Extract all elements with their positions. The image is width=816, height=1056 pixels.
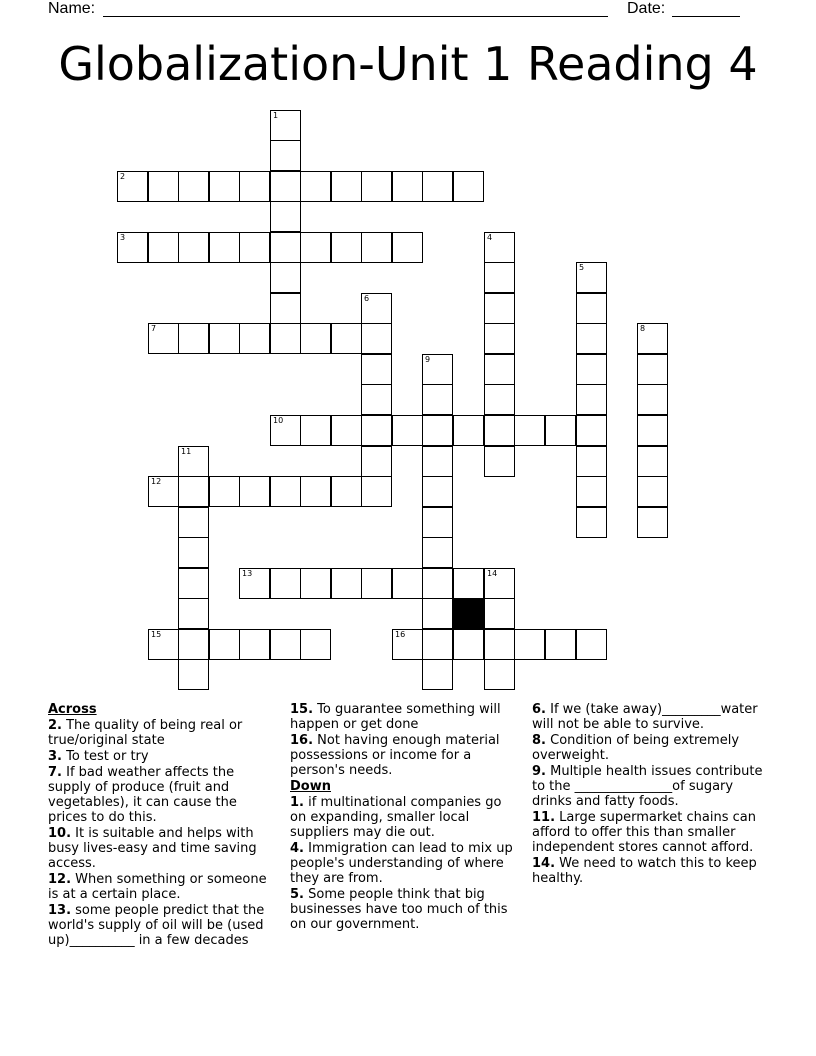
grid-cell[interactable] — [514, 415, 545, 446]
grid-cell[interactable] — [637, 476, 668, 507]
clue-down-5: 5. Some people think that big businesses have too much of this on our government. — [290, 887, 508, 932]
grid-cell[interactable] — [270, 293, 301, 324]
grid-cell[interactable] — [178, 568, 209, 599]
grid-cell[interactable] — [576, 323, 607, 354]
grid-cell[interactable] — [270, 568, 301, 599]
grid-cell[interactable] — [422, 507, 453, 538]
clue-number: 11 — [181, 447, 192, 456]
grid-cell[interactable] — [178, 598, 209, 629]
grid-cell[interactable] — [331, 323, 362, 354]
grid-cell[interactable] — [300, 415, 331, 446]
clue-number: 13 — [242, 569, 253, 578]
clue-across-2: 2. The quality of being real or true/original state — [48, 718, 243, 748]
clue-number: 2 — [120, 172, 126, 181]
grid-cell[interactable] — [331, 568, 362, 599]
grid-cell[interactable] — [422, 354, 453, 385]
grid-cell[interactable] — [239, 629, 270, 660]
grid-cell[interactable] — [392, 232, 423, 263]
grid-cell[interactable] — [576, 262, 607, 293]
clue-down-11: 11. Large supermarket chains can afford to offer this than smaller independent stores cannot afford. — [532, 810, 756, 855]
grid-cell[interactable] — [270, 140, 301, 171]
grid-cell[interactable] — [422, 568, 453, 599]
grid-cell[interactable] — [361, 171, 392, 202]
grid-cell[interactable] — [576, 354, 607, 385]
grid-cell[interactable] — [178, 507, 209, 538]
clue-number: 15 — [151, 630, 162, 639]
grid-cell[interactable] — [484, 354, 515, 385]
grid-cell[interactable] — [239, 323, 270, 354]
clue-across-3: 3. To test or try — [48, 749, 149, 764]
grid-cell[interactable] — [270, 415, 301, 446]
grid-cell[interactable] — [209, 323, 240, 354]
down-clues — [532, 702, 772, 887]
date-label: Date: — [627, 0, 666, 17]
grid-cell[interactable] — [484, 568, 515, 599]
grid-cell[interactable] — [300, 568, 331, 599]
grid-cell[interactable] — [576, 415, 607, 446]
clue-number: 9 — [425, 355, 431, 364]
grid-cell[interactable] — [637, 415, 668, 446]
grid-cell[interactable] — [545, 415, 576, 446]
grid-cell[interactable] — [148, 629, 179, 660]
grid-cell[interactable] — [148, 323, 179, 354]
grid-cell[interactable] — [392, 568, 423, 599]
grid-cell[interactable] — [178, 659, 209, 690]
grid-cell[interactable] — [178, 476, 209, 507]
grid-cell[interactable] — [178, 629, 209, 660]
grid-cell[interactable] — [576, 446, 607, 477]
grid-cell[interactable] — [117, 232, 148, 263]
grid-cell[interactable] — [300, 629, 331, 660]
clue-number: 5 — [579, 263, 585, 272]
grid-cell[interactable] — [361, 293, 392, 324]
grid-cell[interactable] — [331, 415, 362, 446]
grid-cell[interactable] — [148, 232, 179, 263]
page-title: Globalization-Unit 1 Reading 4 — [58, 37, 758, 91]
grid-cell[interactable] — [392, 629, 423, 660]
grid-cell[interactable] — [637, 323, 668, 354]
clue-number: 16 — [395, 630, 406, 639]
grid-cell[interactable] — [484, 629, 515, 660]
grid-cell[interactable] — [239, 232, 270, 263]
grid-cell[interactable] — [361, 384, 392, 415]
grid-cell[interactable] — [361, 232, 392, 263]
grid-cell[interactable] — [300, 476, 331, 507]
clue-across-7: 7. If bad weather affects the supply of produce (fruit and vegetables), it can cause the prices to do this. — [48, 765, 237, 825]
grid-cell[interactable] — [422, 537, 453, 568]
grid-cell[interactable] — [576, 293, 607, 324]
grid-cell[interactable] — [361, 354, 392, 385]
grid-cell[interactable] — [178, 232, 209, 263]
grid-cell[interactable] — [576, 629, 607, 660]
grid-cell[interactable] — [453, 171, 484, 202]
grid-cell[interactable] — [178, 323, 209, 354]
grid-cell[interactable] — [178, 537, 209, 568]
clue-number: 14 — [487, 569, 498, 578]
grid-cell[interactable] — [270, 171, 301, 202]
grid-cell[interactable] — [209, 232, 240, 263]
clue-number: 10 — [273, 416, 284, 425]
grid-cell[interactable] — [239, 476, 270, 507]
down-heading: Down — [290, 779, 331, 794]
grid-cell[interactable] — [361, 446, 392, 477]
grid-cell[interactable] — [270, 629, 301, 660]
grid-cell[interactable] — [392, 415, 423, 446]
across-heading: Across — [48, 702, 97, 717]
grid-cell[interactable] — [484, 323, 515, 354]
grid-cell[interactable] — [422, 598, 453, 629]
grid-cell[interactable] — [484, 293, 515, 324]
grid-cell[interactable] — [422, 476, 453, 507]
grid-cell[interactable] — [637, 354, 668, 385]
grid-cell[interactable] — [209, 171, 240, 202]
grid-cell[interactable] — [453, 629, 484, 660]
grid-cell[interactable] — [576, 384, 607, 415]
grid-cell[interactable] — [270, 201, 301, 232]
grid-cell[interactable] — [270, 323, 301, 354]
clue-number: 8 — [640, 324, 646, 333]
grid-cell[interactable] — [148, 476, 179, 507]
grid-cell[interactable] — [484, 659, 515, 690]
grid-cell[interactable] — [331, 171, 362, 202]
grid-cell[interactable] — [331, 476, 362, 507]
grid-cell[interactable] — [484, 446, 515, 477]
grid-cell[interactable] — [300, 171, 331, 202]
grid-cell[interactable] — [209, 476, 240, 507]
grid-cell[interactable] — [270, 110, 301, 141]
grid-cell[interactable] — [361, 415, 392, 446]
grid-cell[interactable] — [637, 507, 668, 538]
black-cell — [453, 598, 484, 629]
grid-cell[interactable] — [361, 476, 392, 507]
grid-cell[interactable] — [453, 415, 484, 446]
grid-cell[interactable] — [637, 446, 668, 477]
grid-cell[interactable] — [117, 171, 148, 202]
clue-across-16: 16. Not having enough material possessions or income for a person's needs. — [290, 733, 500, 778]
grid-cell[interactable] — [484, 598, 515, 629]
grid-cell[interactable] — [422, 629, 453, 660]
clue-across-10: 10. It is suitable and helps with busy lives-easy and time saving access. — [48, 826, 257, 871]
clue-down-9: 9. Multiple health issues contribute to the _______________of sugary drinks and fatty foods. — [532, 764, 763, 809]
name-label: Name: — [48, 0, 96, 17]
grid-cell[interactable] — [270, 232, 301, 263]
grid-cell[interactable] — [637, 384, 668, 415]
grid-cell[interactable] — [484, 415, 515, 446]
grid-cell[interactable] — [331, 232, 362, 263]
grid-cell[interactable] — [209, 629, 240, 660]
grid-cell[interactable] — [484, 384, 515, 415]
grid-cell[interactable] — [484, 262, 515, 293]
clue-across-12: 12. When something or someone is at a certain place. — [48, 872, 267, 902]
clue-number: 1 — [273, 111, 279, 120]
clue-number: 7 — [151, 324, 157, 333]
middle-clues — [290, 702, 520, 933]
clue-number: 12 — [151, 477, 162, 486]
across-clues — [48, 702, 278, 949]
clue-number: 6 — [364, 294, 370, 303]
grid-cell[interactable] — [300, 232, 331, 263]
grid-cell[interactable] — [422, 659, 453, 690]
clue-number: 4 — [487, 233, 493, 242]
grid-cell[interactable] — [239, 171, 270, 202]
grid-cell[interactable] — [361, 568, 392, 599]
grid-cell[interactable] — [514, 629, 545, 660]
grid-cell[interactable] — [422, 171, 453, 202]
grid-cell[interactable] — [422, 446, 453, 477]
clue-down-1: 1. if multinational companies go on expanding, smaller local suppliers may die out. — [290, 795, 502, 840]
grid-cell[interactable] — [484, 232, 515, 263]
grid-cell[interactable] — [178, 446, 209, 477]
grid-cell[interactable] — [453, 568, 484, 599]
clue-down-14: 14. We need to watch this to keep healthy. — [532, 856, 757, 886]
grid-cell[interactable] — [422, 384, 453, 415]
grid-cell[interactable] — [576, 476, 607, 507]
clue-down-8: 8. Condition of being extremely overweight. — [532, 733, 740, 763]
clue-down-4: 4. Immigration can lead to mix up people's understanding of where they are from. — [290, 841, 513, 886]
clue-across-13: 13. some people predict that the world's supply of oil will be (used up)__________ in a few decades — [48, 903, 265, 948]
grid-cell[interactable] — [361, 323, 392, 354]
grid-cell[interactable] — [576, 507, 607, 538]
grid-cell[interactable] — [148, 171, 179, 202]
grid-cell[interactable] — [392, 171, 423, 202]
grid-cell[interactable] — [300, 323, 331, 354]
grid-cell[interactable] — [270, 476, 301, 507]
grid-cell[interactable] — [270, 262, 301, 293]
clue-across-15: 15. To guarantee something will happen or get done — [290, 702, 501, 732]
grid-cell[interactable] — [422, 415, 453, 446]
grid-cell[interactable] — [178, 171, 209, 202]
clue-down-6: 6. If we (take away)_________water will not be able to survive. — [532, 702, 758, 732]
clue-number: 3 — [120, 233, 126, 242]
grid-cell[interactable] — [239, 568, 270, 599]
grid-cell[interactable] — [545, 629, 576, 660]
